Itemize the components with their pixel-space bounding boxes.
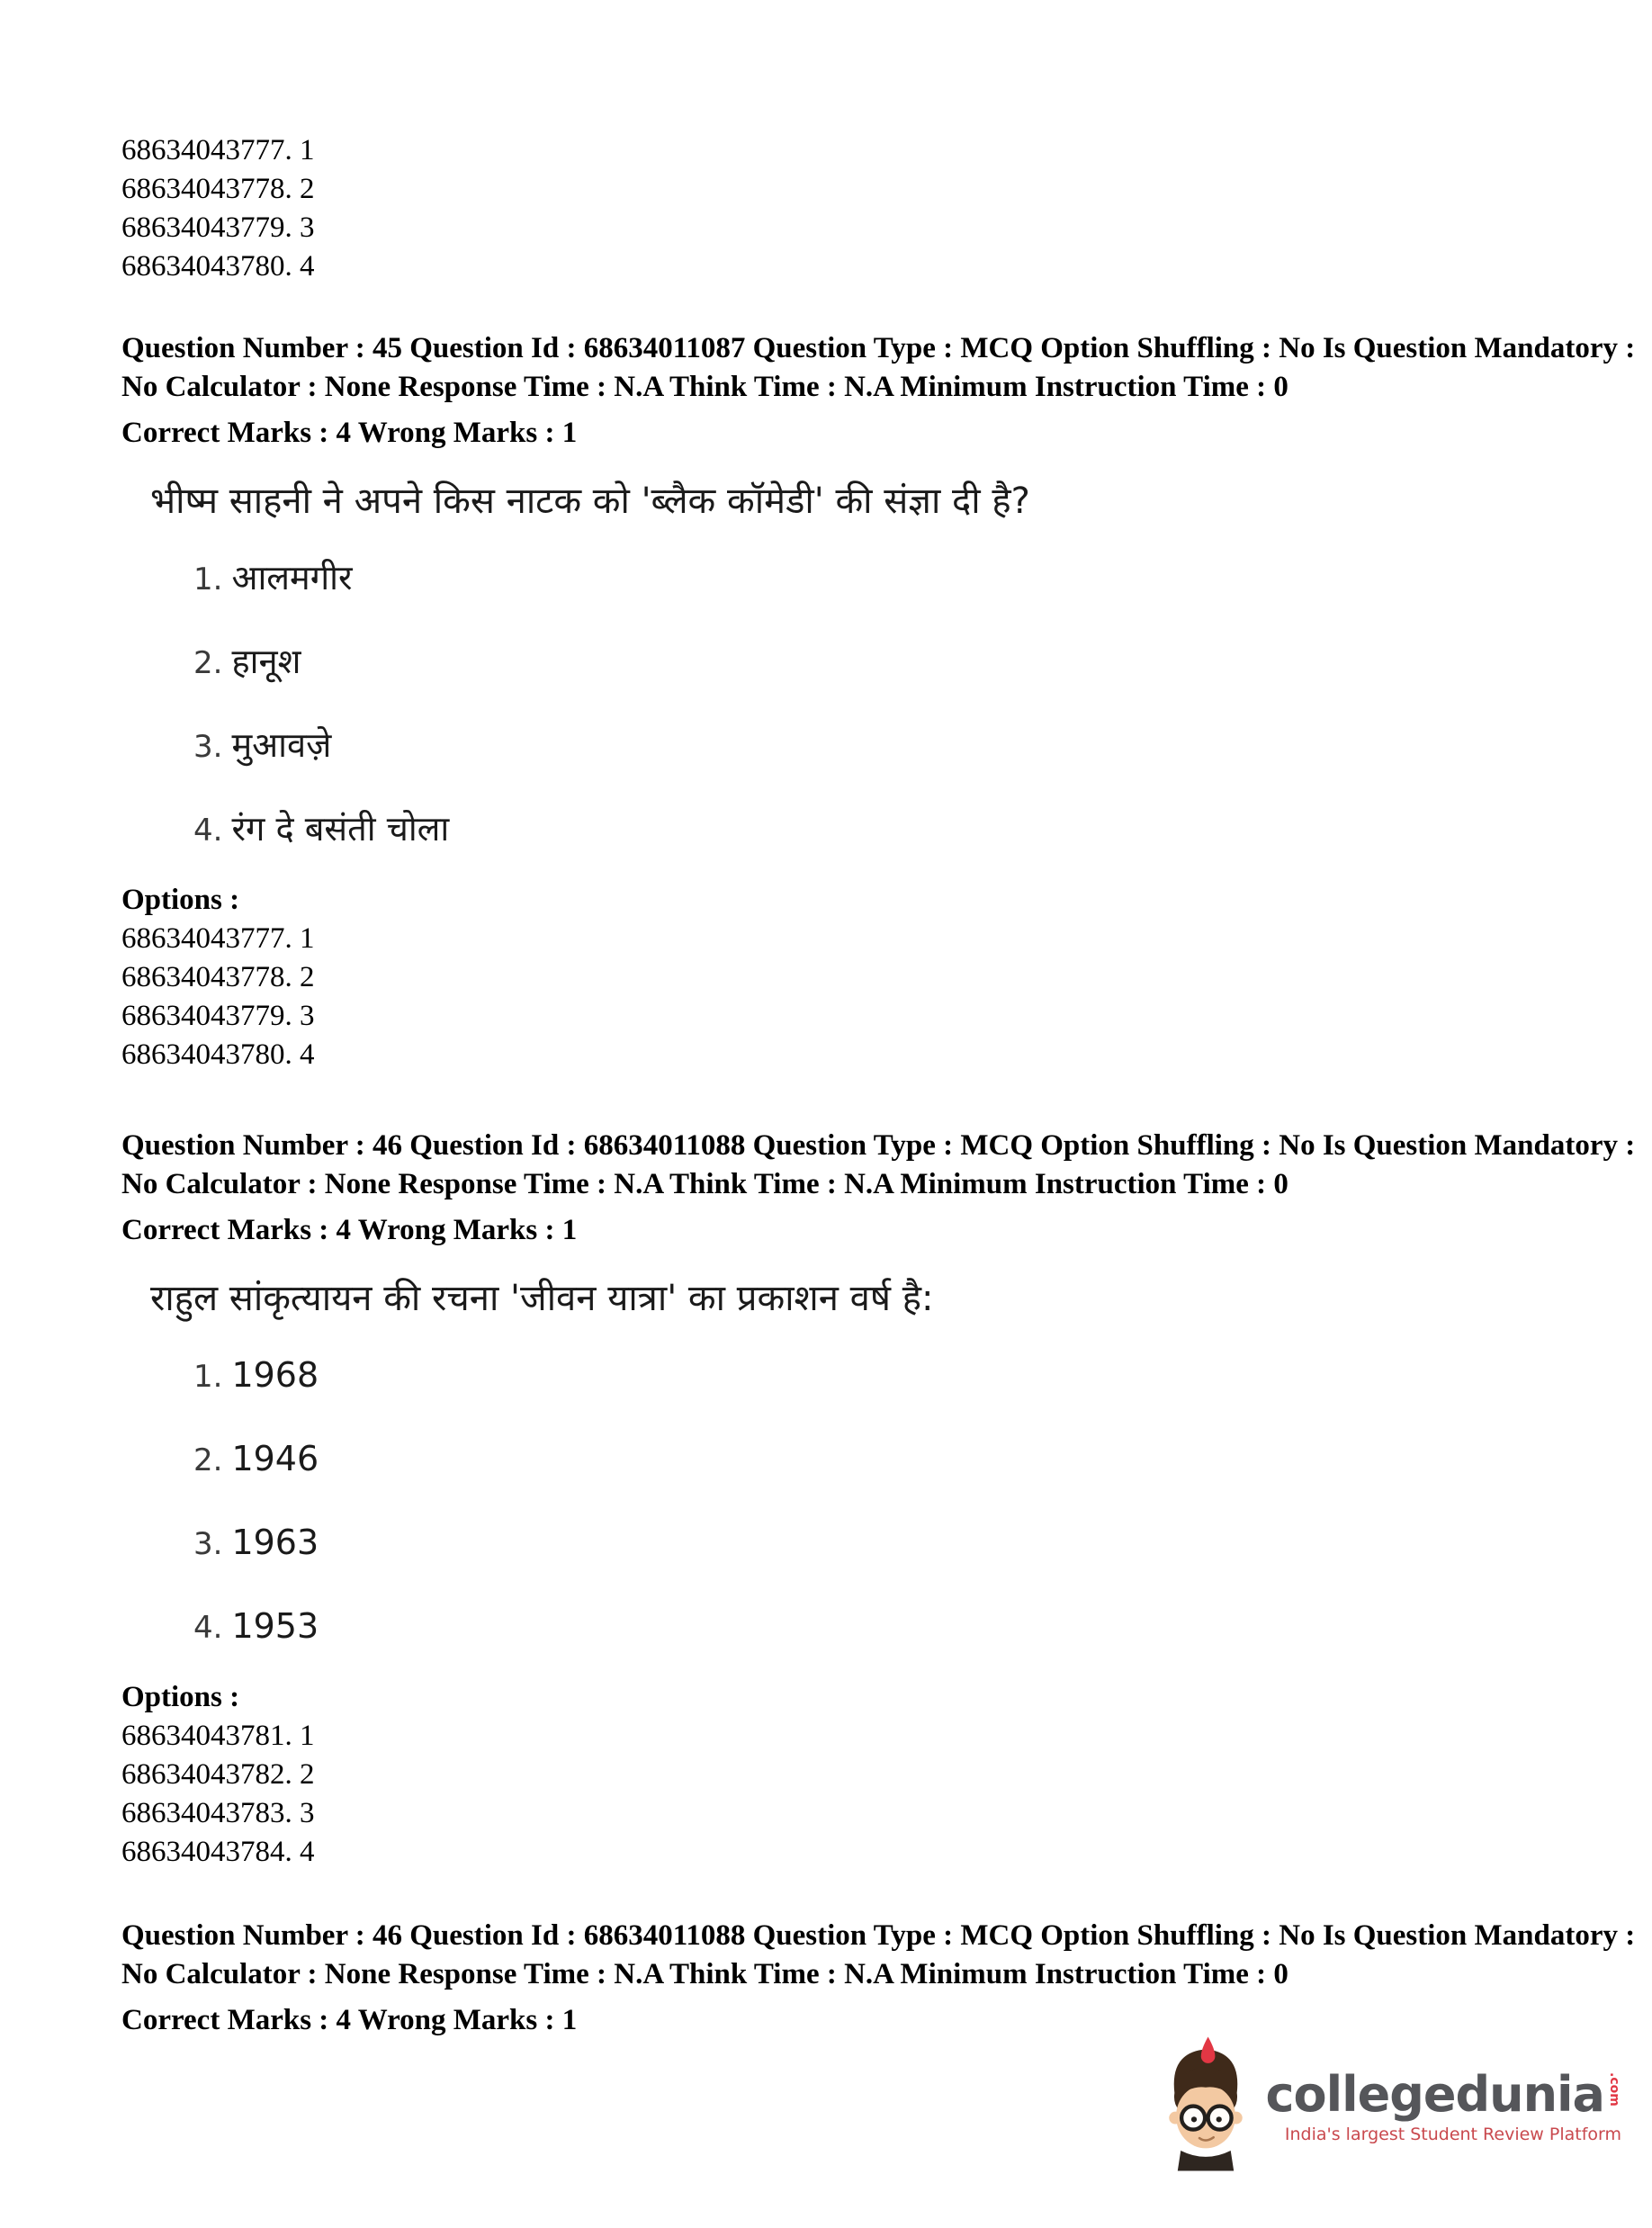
question-45-option-ids [121,920,1616,1074]
choice-item [193,808,1616,858]
choice-number: 4. [193,813,223,849]
question-choices [193,557,1616,858]
question-46-meta [121,1127,1636,1250]
question-meta-line: Question Number : 46 Question Id : 68634011088 Question Type : MCQ Option Shuffling : No Is Question Mandatory : [121,1919,1636,1952]
option-id-line: 68634043782. 2 [121,1758,315,1791]
question-marks-line: Correct Marks : 4 Wrong Marks : 1 [121,417,578,449]
option-id-line: 68634043778. 2 [121,173,315,205]
collegedunia-logo [1159,2036,1621,2176]
collegedunia-wordmark-group [1265,2065,1621,2144]
option-id-line: 68634043780. 4 [121,250,315,283]
choice-text: 1953 [231,1606,319,1646]
brand-tld: .com [1607,2071,1621,2107]
choice-number: 1. [193,561,223,597]
question-46-body [121,1277,1616,1655]
choice-text: रंग दे बसंती चोला [231,809,450,849]
options-label: Options : [121,884,240,916]
choice-text: 1968 [231,1355,319,1395]
choice-text: 1963 [231,1523,319,1562]
choice-number: 3. [193,729,223,765]
choice-text: आलमगीर [231,558,353,597]
collegedunia-mascot-icon [1159,2036,1252,2176]
previous-question-options [121,131,1616,286]
option-id-line: 68634043783. 3 [121,1797,315,1829]
option-id-line: 68634043784. 4 [121,1836,315,1868]
choice-item [193,1522,1616,1571]
choice-text: मुआवज़े [231,725,332,765]
option-id-line: 68634043777. 1 [121,134,315,166]
question-marks-line: Correct Marks : 4 Wrong Marks : 1 [121,1214,578,1246]
question-meta-line: No Calculator : None Response Time : N.A Think Time : N.A Minimum Instruction Time : 0 [121,1168,1288,1200]
choice-number: 2. [193,1442,223,1478]
option-id-line: 68634043779. 3 [121,211,315,244]
next-question-meta [121,1917,1636,2040]
choice-number: 2. [193,645,223,681]
choice-text: हानूश [231,642,301,681]
option-id-line: 68634043777. 1 [121,922,315,955]
question-text: राहुल सांकृत्यायन की रचना 'जीवन यात्रा' का प्रकाशन वर्ष है: [150,1278,934,1319]
question-meta-line: No Calculator : None Response Time : N.A Think Time : N.A Minimum Instruction Time : 0 [121,1958,1288,1990]
brand-wordmark: collegedunia [1265,2065,1604,2123]
choice-text: 1946 [231,1439,319,1478]
option-id-line: 68634043780. 4 [121,1038,315,1071]
question-meta-line: No Calculator : None Response Time : N.A Think Time : N.A Minimum Instruction Time : 0 [121,371,1288,403]
question-meta-line: Question Number : 45 Question Id : 68634011087 Question Type : MCQ Option Shuffling : No Is Question Mandatory : [121,332,1636,364]
question-45-body [121,480,1616,858]
question-choices [193,1354,1616,1655]
option-id-line: 68634043781. 1 [121,1720,315,1752]
brand-tagline: India's largest Student Review Platform [1284,2124,1621,2144]
question-text: भीष्म साहनी ने अपने किस नाटक को 'ब्लैक कॉमेडी' की संज्ञा दी है? [150,481,1030,522]
question-meta-line: Question Number : 46 Question Id : 68634011088 Question Type : MCQ Option Shuffling : No Is Question Mandatory : [121,1129,1636,1162]
choice-item [193,1354,1616,1404]
choice-item [193,1438,1616,1487]
option-id-line: 68634043778. 2 [121,961,315,993]
question-46-option-ids [121,1717,1616,1872]
choice-item [193,557,1616,606]
question-paper-page [121,131,1636,2040]
choice-number: 1. [193,1359,223,1395]
options-label: Options : [121,1681,240,1713]
choice-item [193,641,1616,690]
choice-number: 4. [193,1610,223,1646]
choice-number: 3. [193,1526,223,1562]
question-45-meta [121,329,1636,453]
choice-item [193,724,1616,774]
question-marks-line: Correct Marks : 4 Wrong Marks : 1 [121,2004,578,2036]
option-id-line: 68634043779. 3 [121,1000,315,1032]
choice-item [193,1605,1616,1655]
